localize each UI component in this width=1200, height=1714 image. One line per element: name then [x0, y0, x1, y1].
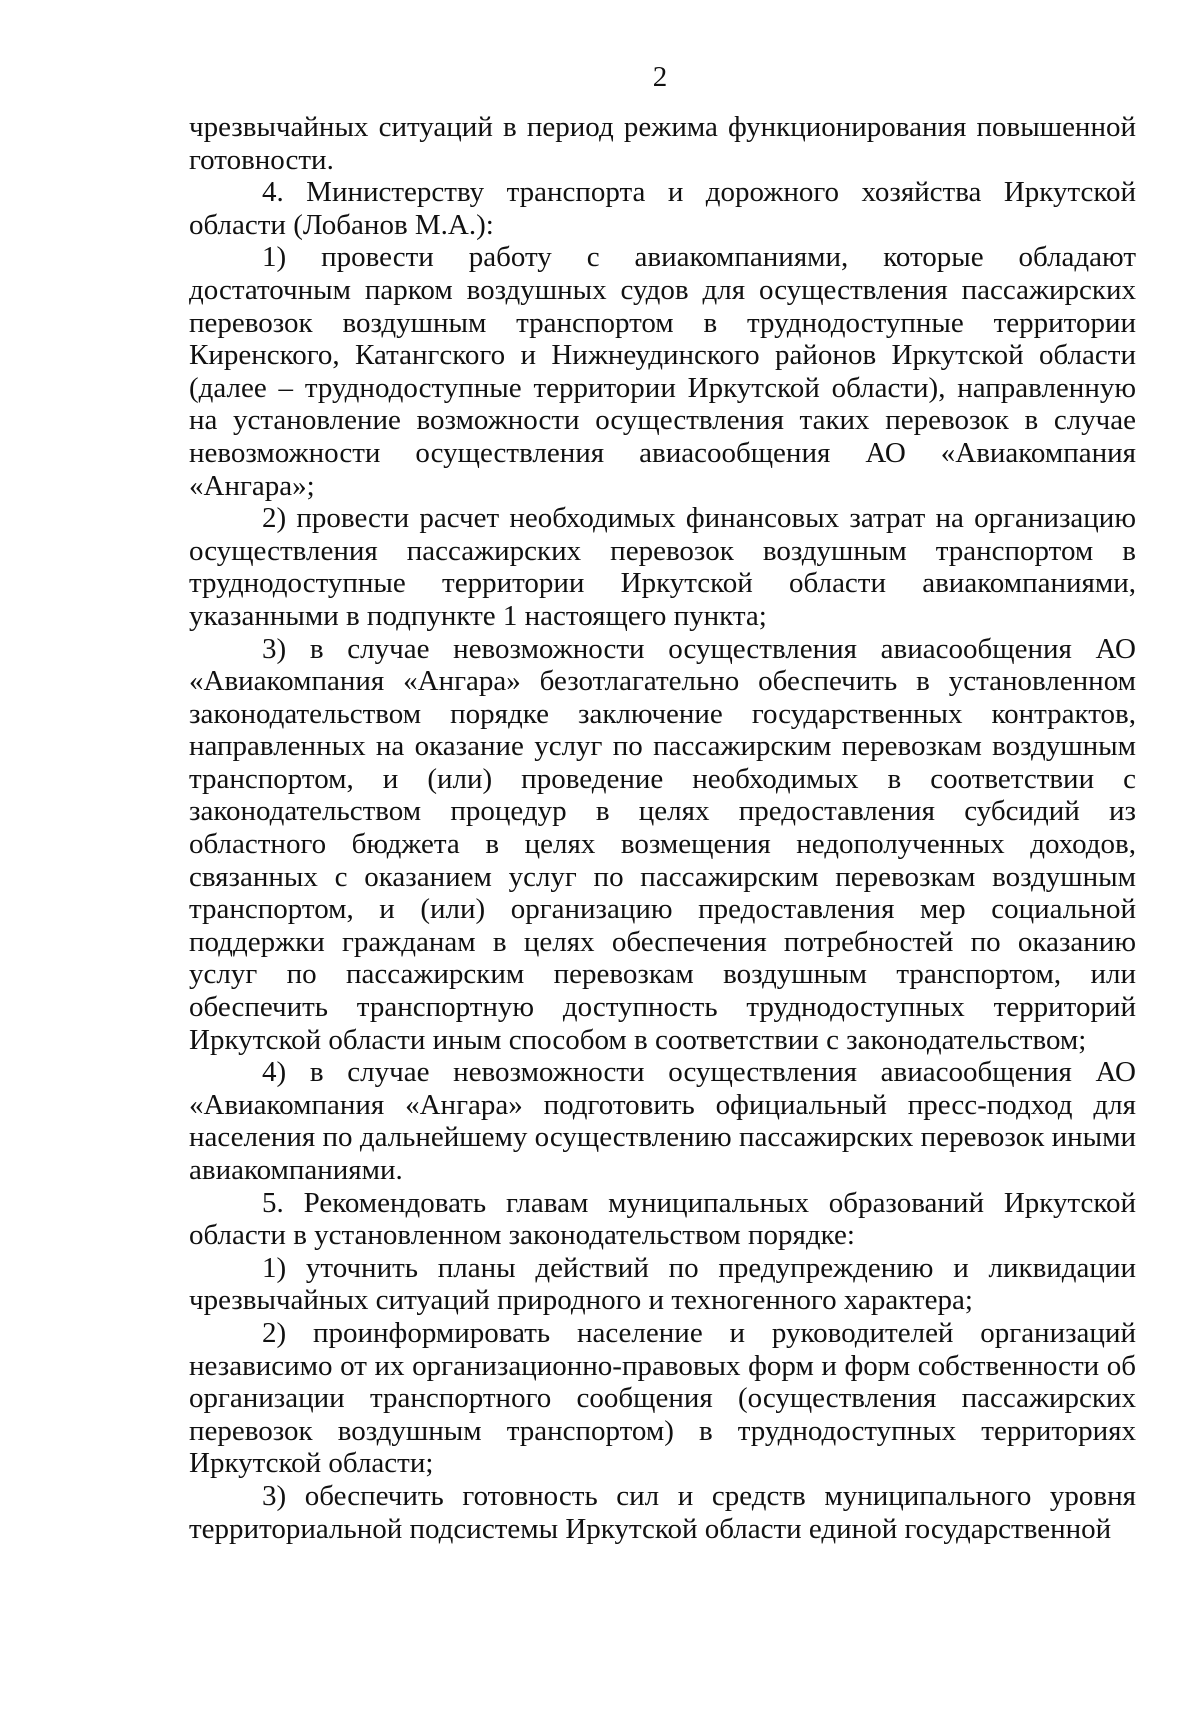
paragraph-item-5-1: 1) уточнить планы действий по предупреждению и ликвидации чрезвычайных ситуаций природного и техногенного характера; — [189, 1251, 1136, 1317]
paragraph-item-5: 5. Рекомендовать главам муниципальных образований Иркутской области в установленном законодательством порядке: — [189, 1186, 1136, 1252]
paragraph-item-5-2: 2) проинформировать население и руководителей организаций независимо от их организационно-правовых форм и форм собственности об организации транспортного сообщения (осуществления пассажирских перевозок воздушным транспортом) в труднодоступных территориях Иркутской области; — [189, 1316, 1136, 1480]
page-number: 2 — [652, 61, 668, 93]
paragraph-item-5-3: 3) обеспечить готовность сил и средств муниципального уровня территориальной подсистемы Иркутской области единой государственной — [189, 1479, 1136, 1545]
document-body — [189, 111, 1136, 1545]
paragraph-item-4-1: 1) провести работу с авиакомпаниями, которые обладают достаточным парком воздушных судов для осуществления пассажирских перевозок воздушным транспортом в труднодоступные территории Киренского, Катангского и Нижнеудинского районов Иркутской области (далее – труднодоступные территории Иркутской области), направленную на установление возможности осуществления таких перевозок в случае невозможности осуществления авиасообщения АО «Авиакомпания «Ангара»; — [189, 241, 1136, 502]
paragraph-item-4: 4. Министерству транспорта и дорожного хозяйства Иркутской области (Лобанов М.А.): — [189, 176, 1136, 241]
paragraph-continuation: чрезвычайных ситуаций в период режима функционирования повышенной готовности. — [189, 111, 1136, 176]
paragraph-item-4-3: 3) в случае невозможности осуществления авиасообщения АО «Авиакомпания «Ангара» безотлагательно обеспечить в установленном законодательством порядке заключение государственных контрактов, направленных на оказание услуг по пассажирским перевозкам воздушным транспортом, и (или) проведение необходимых в соответствии с законодательством процедур в целях предоставления субсидий из областного бюджета в целях возмещения недополученных доходов, связанных с оказанием услуг по пассажирским перевозкам воздушным транспортом, и (или) организацию предоставления мер социальной поддержки гражданам в целях обеспечения потребностей по оказанию услуг по пассажирским перевозкам воздушным транспортом, или обеспечить транспортную доступность труднодоступных территорий Иркутской области иным способом в соответствии с законодательством; — [189, 632, 1136, 1056]
paragraph-item-4-4: 4) в случае невозможности осуществления авиасообщения АО «Авиакомпания «Ангара» подготовить официальный пресс-подход для населения по дальнейшему осуществлению пассажирских перевозок иными авиакомпаниями. — [189, 1056, 1136, 1186]
paragraph-item-4-2: 2) провести расчет необходимых финансовых затрат на организацию осуществления пассажирских перевозок воздушным транспортом в труднодоступные территории Иркутской области авиакомпаниями, указанными в подпункте 1 настоящего пункта; — [189, 502, 1136, 632]
